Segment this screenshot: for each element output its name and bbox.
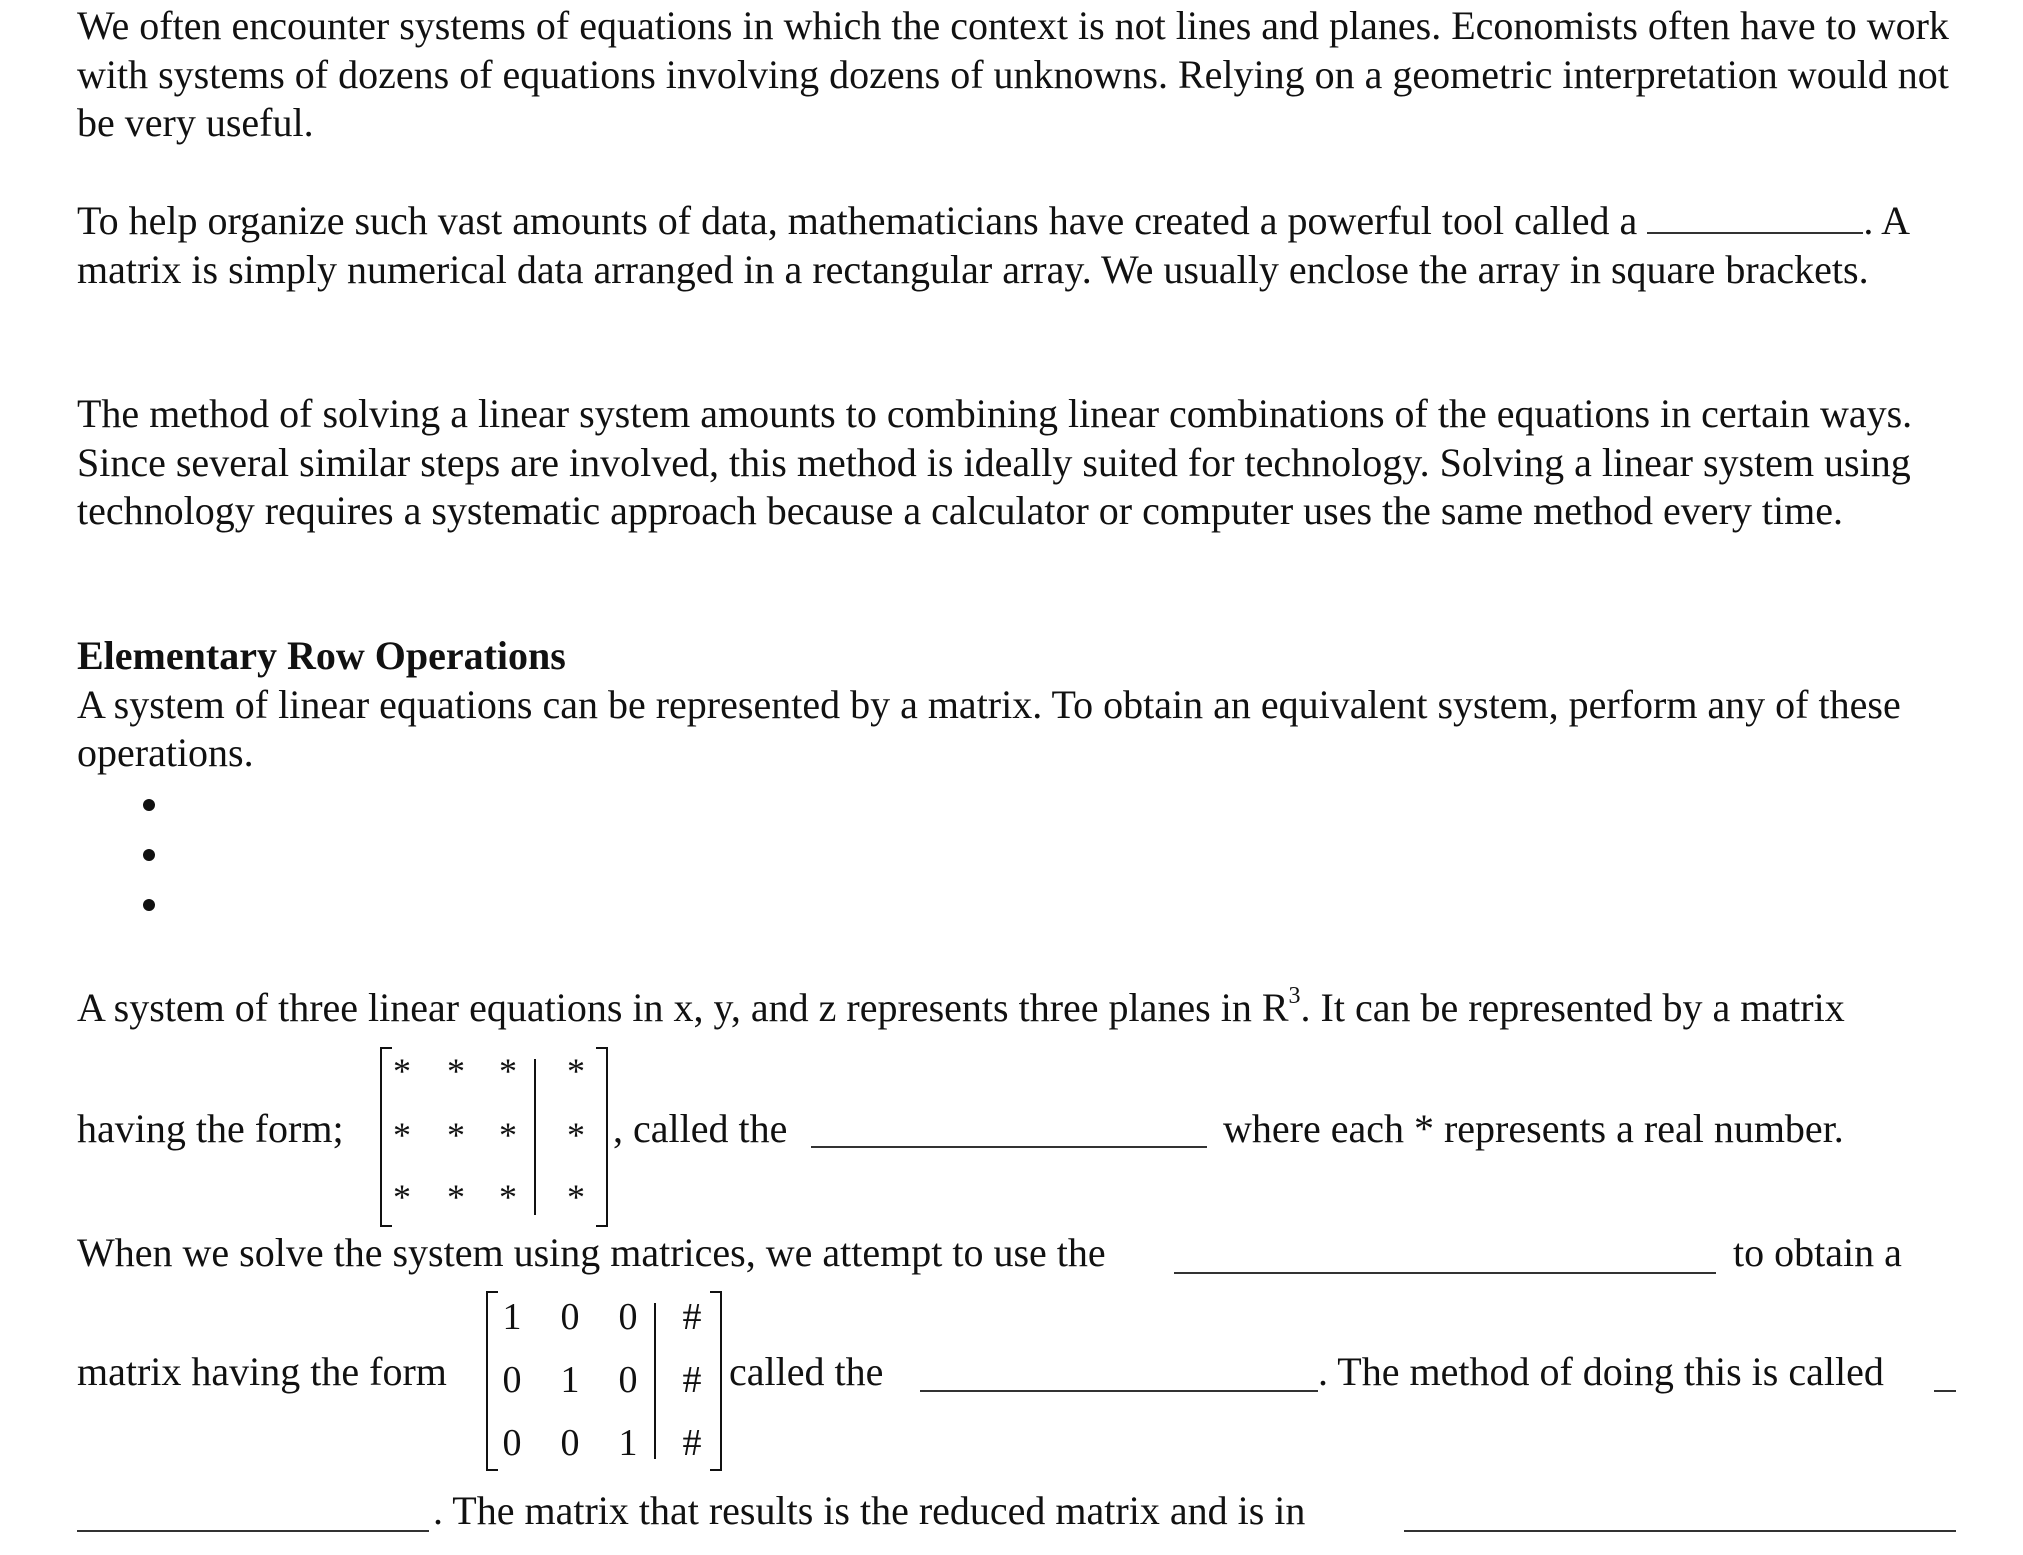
form-suffix: where each * represents a real number.: [1223, 1106, 1844, 1151]
method-paragraph: The method of solving a linear system amounts to combining linear combinations of the equations in certain ways. Since several similar steps are involved, this method is ideally suited for technology. Solving a linear system using technology requires a systematic approach because a calculator or computer uses the same method every time.: [77, 391, 1913, 533]
matrix-cell: *: [499, 1051, 517, 1091]
method-name-blank[interactable]: [77, 1494, 429, 1532]
matrix-definition-paragraph: [77, 196, 1982, 294]
matrix-cell: 0: [618, 1359, 638, 1401]
matrix-cell: *: [393, 1177, 411, 1217]
section-intro: A system of linear equations can be represented by a matrix. To obtain an equivalent system, perform any of these operations.: [77, 681, 1901, 775]
augmented-matrix-blank[interactable]: [811, 1110, 1207, 1148]
matrix-cell: *: [393, 1051, 411, 1091]
reduced-matrix-blank[interactable]: [920, 1354, 1318, 1392]
form-prefix: having the form;: [77, 1106, 344, 1151]
matrix-cell: #: [682, 1422, 702, 1464]
worksheet-page: [77, 0, 1997, 1555]
matrix-cell: 1: [560, 1359, 580, 1401]
bullet-icon: [143, 849, 155, 861]
matrix-cell: *: [447, 1177, 465, 1217]
augment-divider: [654, 1303, 656, 1459]
section-heading: Elementary Row Operations: [77, 633, 566, 678]
period-mark: .: [1863, 198, 1874, 243]
augmented-matrix: [380, 1047, 608, 1227]
comma-mark: ,: [613, 1106, 623, 1151]
form2-suffix: . The method of doing this is called: [1318, 1349, 1884, 1394]
solve-prefix: When we solve the system using matrices, we attempt to use the: [77, 1230, 1106, 1275]
row-operations-section: [77, 632, 1982, 778]
called-the-label: called the: [633, 1106, 788, 1151]
matrix-description: A matrix is simply numerical data arranged in a rectangular array. We usually enclose the array in square brackets.: [77, 198, 1908, 292]
matrix-cell: 1: [618, 1422, 638, 1464]
matrix-cell: #: [682, 1296, 702, 1338]
matrix-cell: 0: [502, 1359, 522, 1401]
matrix-cell: 0: [560, 1296, 580, 1338]
matrix-cell: *: [567, 1115, 585, 1155]
matrix-cell: *: [567, 1051, 585, 1091]
matrix-tool-sentence: To help organize such vast amounts of data, mathematicians have created a powerful tool called a: [77, 198, 1638, 243]
dimension-superscript: 3: [1288, 983, 1301, 1009]
reduced-form-name-blank[interactable]: [1404, 1494, 1956, 1532]
method-name-blank-start[interactable]: [1934, 1354, 1956, 1392]
row-operations-blank[interactable]: [1174, 1236, 1716, 1274]
matrix-cell: *: [499, 1115, 517, 1155]
final-text: . The matrix that results is the reduced matrix and is in: [433, 1488, 1306, 1533]
matrix-cell: *: [499, 1177, 517, 1217]
augment-divider: [534, 1059, 536, 1215]
matrix-cell: *: [447, 1051, 465, 1091]
matrix-cell: 1: [502, 1296, 522, 1338]
reduced-form-matrix: [486, 1291, 722, 1471]
planes-text: A system of three linear equations in x, y, and z represents three planes in R: [77, 985, 1289, 1030]
matrix-cell: *: [393, 1115, 411, 1155]
form2-called-label: called the: [729, 1349, 884, 1394]
matrix-cell: 0: [502, 1422, 522, 1464]
form2-prefix: matrix having the form: [77, 1349, 447, 1394]
matrix-cell: 0: [618, 1296, 638, 1338]
planes-sentence: [77, 984, 1845, 1032]
bullet-icon: [143, 799, 155, 811]
intro-paragraph: We often encounter systems of equations in which the context is not lines and planes. Economists often have to work with systems of dozens of equations involving dozens of unknowns. Relying on a geometric interpretation would not be very useful.: [77, 3, 1949, 145]
bullet-icon: [143, 899, 155, 911]
form-called-text: [613, 1105, 787, 1153]
right-bracket: [596, 1047, 608, 1227]
solve-suffix: to obtain a: [1733, 1230, 1902, 1275]
matrix-cell: #: [682, 1359, 702, 1401]
matrix-cell: *: [567, 1177, 585, 1217]
matrix-cell: *: [447, 1115, 465, 1155]
planes-tail: . It can be represented by a matrix: [1300, 985, 1845, 1030]
matrix-term-blank[interactable]: [1647, 196, 1863, 234]
matrix-cell: 0: [560, 1422, 580, 1464]
